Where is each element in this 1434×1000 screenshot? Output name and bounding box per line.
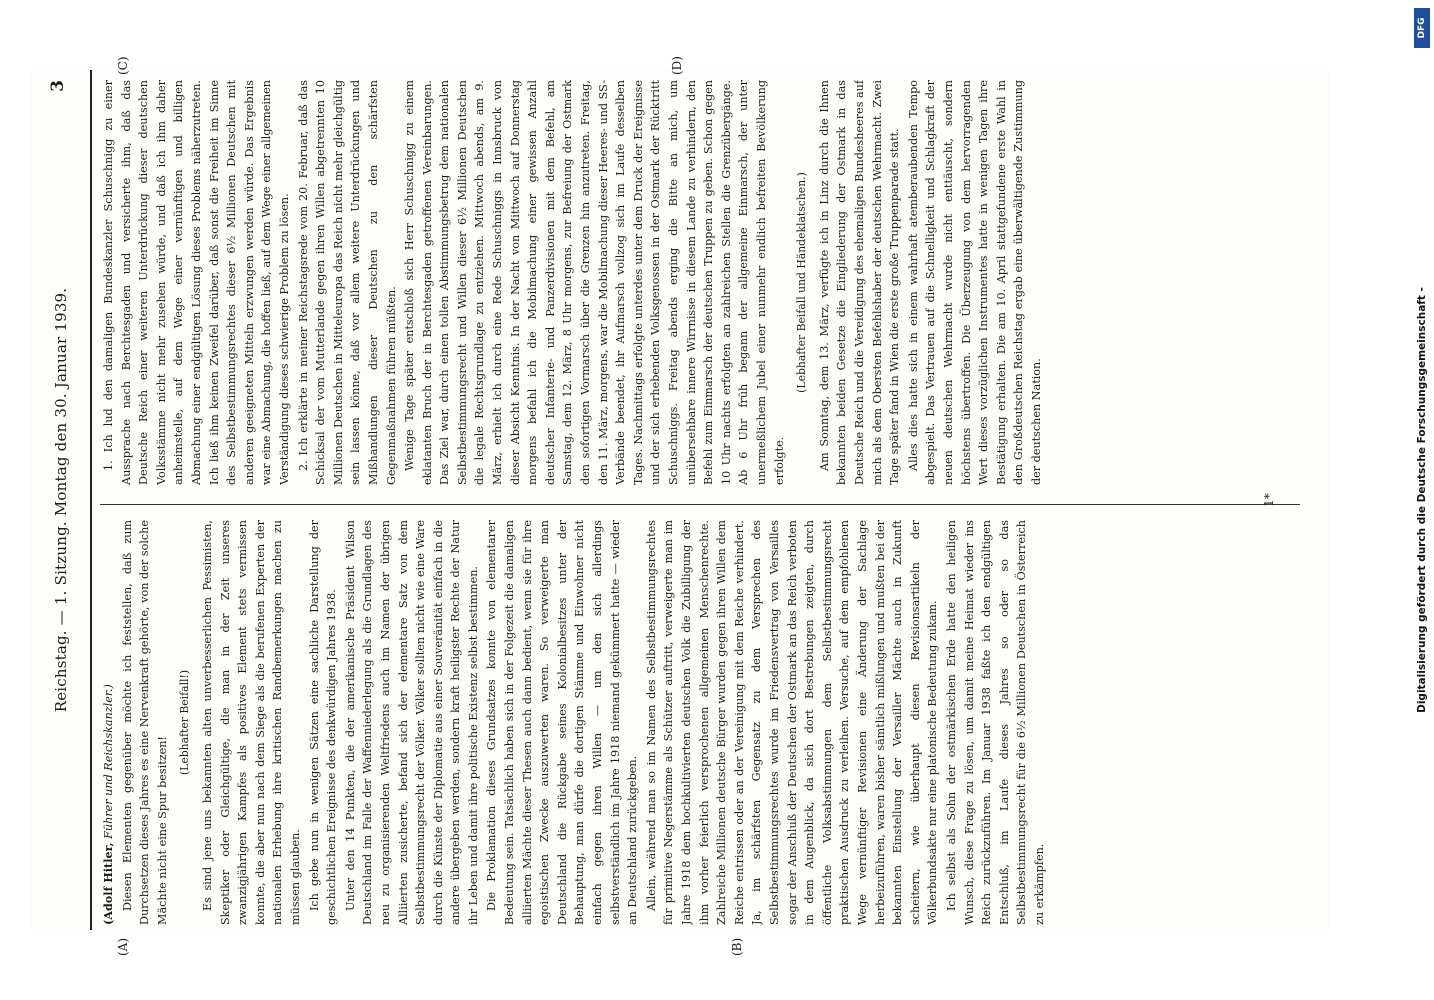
margin-mark-c: (C) <box>116 56 130 75</box>
paragraph: Es sind jene uns bekannten alten unverbesserlichen Pessimisten, Skeptiker oder Gleichgültige, die man in der Zeit unseres zwanzigjährigen Kampfes als positives Element stets vermissen konnte, die aber nun nach dem Siege als die berufenen Experten der nationalen Erhebung ihre kritischen Randbemerkungen machen zu müssen glauben. <box>200 520 302 925</box>
speaker-line <box>100 520 118 925</box>
paragraph: Ich gebe nun in wenigen Sätzen eine sachliche Darstellung der geschichtlichen Ereignisse des denkwürdigen Jahres 1938. <box>307 520 339 925</box>
paragraph: 2. Ich erklärte in meiner Reichstagsrede vom 20. Februar, daß das Schicksal der vom Mutterlande gegen ihren Willen abgetrennten 10 Millionen Deutschen in Mitteleuropa das Reich nicht mehr gleichgültig sein lassen könne, daß vor allem weitere Unterdrückungen und Mißhandlungen dieser Deutschen zu den schärfsten Gegenmaßnahmen führen müßten. <box>296 80 398 485</box>
speaker-name: (Adolf Hitler, <box>101 842 115 925</box>
page-number: 3 <box>48 80 68 92</box>
dfg-logo <box>1414 8 1430 48</box>
right-column <box>100 80 1310 485</box>
document-page <box>30 56 1330 956</box>
speaker-role: Führer und Reichskanzler.) <box>102 684 115 839</box>
paragraph: Allein, während man so im Namen des Selbstbestimmungsrechtes für primitive Negerstämme als Schützer auftritt, verweigerte man im Jahre 1918 dem hochkultivierten deutschen Volk die Zubilligung der ihm vorher feierlich versprochenen allgemeinen Menschenrechte. Zahlreiche Millionen deutsche Bürger wurden gegen ihren Willen dem Reiche entrissen oder an der Vereinigung mit dem Reiche verhindert. Ja, im schärfsten Gegensatz zu dem Versprechen des Selbstbestimmungsrechtes wurde im Friedensvertrag von Versailles sogar der Anschluß der Deutschen der Ostmark an das Reich verboten in dem Augenblick, da sich dort Bestrebungen zeigten, durch öffentliche Volksabstimmungen dem Selbstbestimmungsrecht praktischen Ausdruck zu verleihen. Versuche, auf dem empfohlenen Wege vernünftiger Revisionen eine Änderung der Sachlage herbeizuführen, waren bisher sämtlich mißlungen und mußten bei der bekannten Einstellung der Versailler Mächte auch in Zukunft scheitern, wie überhaupt diesen Revisionsartikeln der Völkerbundsakte nur eine platonische Bedeutung zukam. <box>644 520 940 925</box>
paragraph: Diesen Elementen gegenüber möchte ich feststellen, daß zum Durchsetzen dieses Jahres es eine Nervenkraft gehörte, von der solche Mächte nicht eine Spur besitzen! <box>120 520 169 925</box>
header-rule <box>90 70 92 930</box>
left-column <box>100 520 1310 925</box>
paragraph: Alles dies hatte sich in einem wahrhaft atemberaubenden Tempo abgespielt. Das Vertrauen auf die Schnelligkeit und Schlagkraft der neuen deutschen Wehrmacht wurde nicht enttäuscht, sondern höchstens übertroffen. Die Überzeugung von dem hervorragenden Wert dieses vorzüglichen Instrumentes hatte in wenigen Tagen ihre Bestätigung erhalten. Die am 10. April stattgefundene erste Wahl in den Großdeutschen Reichstag ergab eine überwältigende Zustimmung der deutschen Nation. <box>906 80 1043 485</box>
dfg-logo-text: DFG <box>1417 17 1427 39</box>
margin-mark-a: (A) <box>116 937 130 956</box>
digitization-note: Digitalisierung gefördert durch die Deutsche Forschungsgemeinschaft - <box>1416 287 1428 713</box>
applause-note: (Lebhafter Beifall!) <box>178 669 192 776</box>
paragraph: 1. Ich lud den damaligen Bundeskanzler Schuschnigg zu einer Aussprache nach Berchtesgaden und versicherte ihm, daß das Deutsche Reich einer weiteren Unterdrückung dieser deutschen Volksstämme nicht mehr zusehen würde, und daß ich ihm daher anheimstelle, auf dem Wege einer vernünftigen und billigen Abmachung einer endgültigen Lösung dieses Problems näherzutreten. Ich ließ ihm keinen Zweifel darüber, daß sonst die Freiheit im Sinne des Selbstbestimmungsrechtes dieser 6½ Millionen Deutschen mit anderen geeigneten Mitteln erzwungen werden würde. Das Ergebnis war eine Abmachung, die hoffen ließ, auf dem Wege einer allgemeinen Verständigung dieses schwierige Problem zu lösen. <box>102 80 291 485</box>
applause-note: (Lebhafter Beifall und Händeklatschen.) <box>795 172 809 393</box>
margin-mark-b: (B) <box>730 937 744 956</box>
paragraph: Am Sonntag, dem 13. März, verfügte ich in Linz durch die Ihnen bekannten beiden Gesetze die Eingliederung der Ostmark in das Deutsche Reich und die Vereidigung des ehemaligen Bundesheeres auf mich als dem Obersten Befehlshaber der deutschen Wehrmacht. Zwei Tage später fand in Wien die erste große Truppenparade statt. <box>817 80 902 485</box>
sheet-signature: 1* <box>1262 493 1276 507</box>
paragraph: Wenige Tage später entschloß sich Herr Schuschnigg zu einem eklatanten Bruch der in Berchtesgaden getroffenen Vereinbarungen. Das Ziel war, durch einen tollen Abstimmungsbetrug dem nationalen Selbstbestimmungsrecht und Willen dieser 6½ Millionen Deutschen die legale Rechtsgrundlage zu entziehen. Mittwoch abends, am 9. März, erhielt ich durch eine Rede Schuschniggs in Innsbruck von dieser Absicht Kenntnis. In der Nacht von Mittwoch auf Donnerstag morgens befahl ich die Mobilmachung einer gewissen Anzahl deutscher Infanterie- und Panzerdivisionen mit dem Befehl, am Samstag, dem 12. März, 8 Uhr morgens, zur Befreiung der Ostmark den sofortigen Vormarsch über die Grenzen hin anzutreten. Freitag, den 11. März, morgens, war die Mobilmachung dieser Heeres- und SS-Verbände beendet, ihr Aufmarsch vollzog sich im Laufe desselben Tages. Nachmittags erfolgte unterdes unter dem Druck der Ereignisse und der sich erhebenden Volksgenossen in der Ostmark der Rücktritt Schuschniggs. Freitag abends erging die Bitte an mich, um unübersehbare innere Wirrnisse in diesem Lande zu verhindern, den Befehl zum Einmarsch der deutschen Truppen zu geben. Schon gegen 10 Uhr nachts erfolgten an zahlreichen Stellen die Grenzübergänge. Ab 6 Uhr früh begann der allgemeine Einmarsch, der unter unermeßlichem Jubel einer nunmehr endlich befreiten Bevölkerung erfolgte. <box>403 80 786 485</box>
running-title: Reichstag. — 1. Sitzung. Montag den 30. Januar 1939. <box>52 287 70 713</box>
paragraph: Ich selbst als Sohn der ostmärkischen Erde hatte den heiligen Wunsch, diese Frage zu lösen, um damit meine Heimat wieder ins Reich zurückzuführen. Im Januar 1938 faßte ich den endgültigen Entschluß, im Laufe dieses Jahres so oder so das Selbstbestimmungsrecht für die 6½ Millionen Deutschen in Österreich zu erkämpfen. <box>944 520 1046 925</box>
paragraph: Die Proklamation dieses Grundsatzes konnte von elementarer Bedeutung sein. Tatsächlich haben sich in der Folgezeit die damaligen alliierten Mächte dieser Thesen auch dann bedient, wenn sie für ihre egoistischen Zwecke auszuwerten waren. So verweigerte man Deutschland die Rückgabe seines Kolonialbesitzes unter der Behauptung, man dürfe die dortigen Stämme und Einwohner nicht einfach gegen ihren Willen — um den sich allerdings selbstverständlich im Jahre 1918 niemand gekümmert hatte — wieder an Deutschland zurückgeben. <box>485 520 640 925</box>
paragraph: Unter den 14 Punkten, die der amerikanische Präsident Wilson Deutschland im Falle der Waffenniederlegung als die Grundlagen des neu zu organisierenden Weltfriedens auch im Namen der übrigen Alliierten zusicherte, befand sich der elementare Satz von dem Selbstbestimmungsrecht der Völker. Völker sollten nicht wie eine Ware durch die Künste der Diplomatie aus einer Souveränität einfach in die andere übergeben werden, sondern kraft heiligster Rechte der Natur ihr Leben und damit ihre politische Existenz selbst bestimmen. <box>343 520 480 925</box>
page-header <box>30 70 90 930</box>
column-divider <box>100 504 1300 505</box>
margin-mark-d: (D) <box>670 56 684 75</box>
